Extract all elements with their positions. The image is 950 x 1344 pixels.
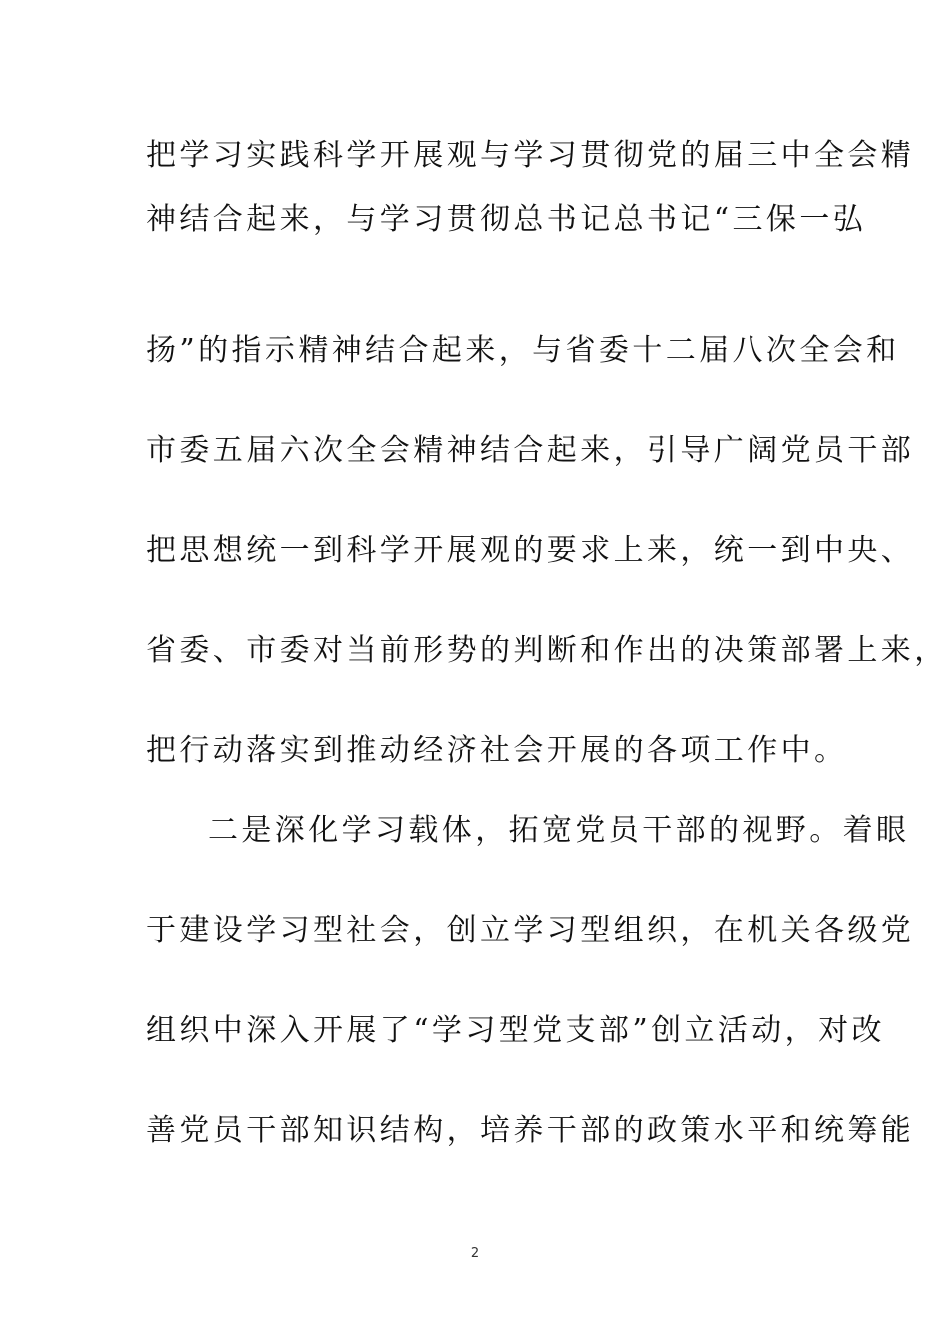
text-line-7: 把行动落实到推动经济社会开展的各项工作中。 [146,733,848,768]
text-line-11: 善党员干部知识结构，培养干部的政策水平和统筹能 [146,1113,915,1148]
page-number: 2 [470,1246,480,1261]
paragraph-start-line: 二是深化学习载体，拓宽党员干部的视野。着眼 [208,813,910,848]
text-line-1: 把学习实践科学开展观与学习贯彻党的届三中全会精 [146,138,915,173]
text-line-3: 扬”的指示精神结合起来，与省委十二届八次全会和 [146,333,900,368]
text-line-10: 组织中深入开展了“学习型党支部”创立活动，对改 [146,1013,885,1048]
text-line-2: 神结合起来，与学习贯彻总书记总书记“三保一弘 [146,202,867,237]
text-line-9: 于建设学习型社会，创立学习型组织，在机关各级党 [146,913,915,948]
text-line-6: 省委、市委对当前形势的判断和作出的决策部署上来， [146,633,948,668]
text-line-5: 把思想统一到科学开展观的要求上来，统一到中央、 [146,533,915,568]
text-line-4: 市委五届六次全会精神结合起来，引导广阔党员干部 [146,433,915,468]
